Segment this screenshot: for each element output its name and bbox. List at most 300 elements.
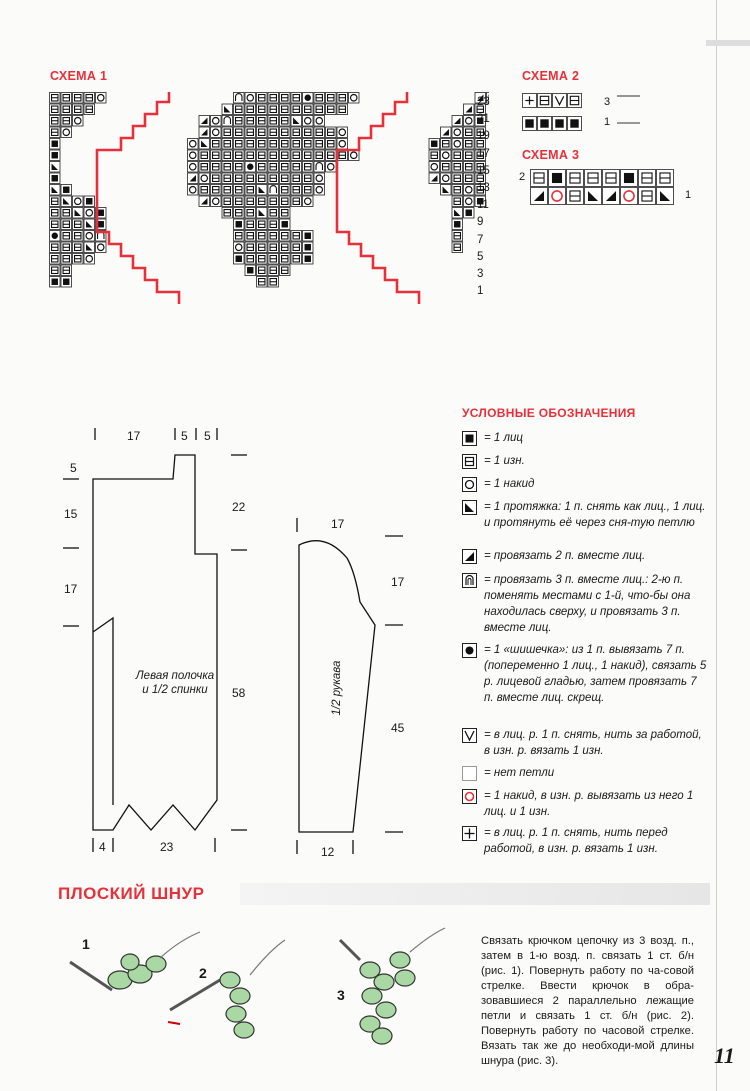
legend-text: = в лиц. р. 1 п. снять, нить за работой, в изн. р. вязать 1 изн.: [484, 729, 702, 757]
chart-cell: [188, 150, 199, 161]
chart-cell: [568, 117, 582, 131]
chart-cell: [211, 150, 222, 161]
chart-cell: [326, 127, 337, 138]
red-motif-line: [97, 92, 179, 304]
chart-cell: [61, 196, 72, 207]
chart-cell: [291, 196, 302, 207]
chart-cell: [50, 185, 61, 196]
sleeve-label: 1/2 рукава: [331, 660, 343, 716]
chart-cell: [657, 188, 674, 205]
chart-cell: [326, 150, 337, 161]
chart-cell: [222, 116, 233, 127]
front-dim-top-17: 17: [127, 429, 141, 443]
chart-cell: [73, 196, 84, 207]
chart-cell: [303, 231, 314, 242]
chart-cell: [337, 127, 348, 138]
chart-cell: [73, 219, 84, 230]
chart-cell: [585, 170, 602, 187]
chart-cell: [441, 139, 452, 150]
front-dim-left-15: 15: [64, 507, 78, 521]
chart-cell: [245, 254, 256, 265]
scheme2-row-3: 3: [604, 96, 611, 108]
chart-cell: [268, 150, 279, 161]
filled-square-icon: [462, 431, 477, 446]
legend-text: = 1 протяжка: 1 п. снять как лиц., 1 лиц. и протянуть её через сня-тую петлю: [484, 501, 706, 529]
chart-cell: [234, 139, 245, 150]
chart-cell: [291, 104, 302, 115]
front-dim-top-5b: 5: [204, 429, 211, 443]
chart-cell: [188, 162, 199, 173]
chart-cell: [257, 173, 268, 184]
chart-cell: [188, 173, 199, 184]
scheme3-chart: [530, 169, 690, 209]
chart-cell: [280, 150, 291, 161]
chart-cell: [234, 219, 245, 230]
chart-cell: [303, 254, 314, 265]
slip-pass-icon: [462, 500, 477, 515]
chart-cell: [280, 231, 291, 242]
chart-cell: [280, 242, 291, 253]
chart-cell: [211, 173, 222, 184]
page-edge-bar: [706, 40, 750, 46]
chart-cell: [234, 173, 245, 184]
front-piece-label-line1: Левая полочка: [135, 670, 215, 682]
chart-cell: [199, 196, 210, 207]
chart-cell: [291, 150, 302, 161]
chart-cell: [314, 185, 325, 196]
chart-cell: [291, 173, 302, 184]
chart-cell: [73, 254, 84, 265]
red-circle-icon: [462, 789, 477, 804]
chart-cell: [234, 150, 245, 161]
chart-cell: [245, 185, 256, 196]
chart-cell: [337, 93, 348, 104]
cord-banner: [240, 883, 710, 905]
row-number: 11: [477, 199, 489, 212]
chart-cell: [314, 162, 325, 173]
row-number: 21: [477, 113, 490, 126]
chart-cell: [464, 185, 475, 196]
chart-cell: [50, 116, 61, 127]
chart-cell: [280, 173, 291, 184]
chart-cell: [268, 93, 279, 104]
chart-cell: [452, 185, 463, 196]
chart-cell: [245, 162, 256, 173]
row-number: 23: [477, 96, 490, 108]
chart-cell: [211, 196, 222, 207]
chart-cell: [61, 254, 72, 265]
scheme1-chart: [49, 92, 489, 392]
chart-cell: [531, 170, 548, 187]
chart-cell: [303, 150, 314, 161]
chart-cell: [222, 139, 233, 150]
chart-cell: [567, 170, 584, 187]
chart-cell: [303, 139, 314, 150]
chart-cell: [245, 127, 256, 138]
chart-cell: [234, 127, 245, 138]
legend-text: = в лиц. р. 1 п. снять, нить перед работой, в изн. р. вязать 1 изн.: [484, 827, 668, 855]
chart-cell: [234, 231, 245, 242]
chart-cell: [314, 93, 325, 104]
chart-cell: [303, 104, 314, 115]
chart-cell: [303, 185, 314, 196]
chart-cell: [50, 277, 61, 288]
chart-cell: [73, 208, 84, 219]
chart-cell: [257, 116, 268, 127]
legend-text: = 1 «шишечка»: из 1 п. вывязать 7 п. (попеременно 1 лиц., 1 накид), связать 5 р. лицевой гладью, затем провязать 7 п. вместе лиц. скрещ.: [484, 644, 707, 704]
chart-cell: [245, 219, 256, 230]
chart-cell: [291, 162, 302, 173]
front-dim-left-17: 17: [64, 582, 78, 596]
chart-cell: [50, 254, 61, 265]
chart-cell: [452, 116, 463, 127]
chart-cell: [441, 127, 452, 138]
chart-cell: [222, 185, 233, 196]
chart-cell: [429, 150, 440, 161]
chart-cell: [245, 231, 256, 242]
row-number: 3: [477, 268, 484, 281]
chart-cell: [50, 93, 61, 104]
chart-cell: [199, 116, 210, 127]
chart-cell: [199, 127, 210, 138]
chart-cell: [257, 208, 268, 219]
chart-cell: [268, 116, 279, 127]
chart-cell: [50, 127, 61, 138]
bobble-icon: [462, 643, 477, 658]
sleeve-pattern-drawing: [285, 510, 425, 860]
v-slip-icon: [462, 728, 477, 743]
chart-cell: [549, 170, 566, 187]
scheme2-row-1: 1: [604, 116, 611, 128]
chart-cell: [245, 104, 256, 115]
chart-cell: [268, 162, 279, 173]
chart-cell: [464, 173, 475, 184]
chart-cell: [211, 185, 222, 196]
chart-cell: [84, 93, 95, 104]
row-number: 17: [477, 147, 490, 160]
plus-icon: [462, 826, 477, 841]
scheme1-title: СХЕМА 1: [50, 69, 108, 83]
chart-cell: [452, 242, 463, 253]
chart-cell: [268, 231, 279, 242]
chart-cell: [291, 242, 302, 253]
chart-cell: [621, 170, 638, 187]
no-stitch-icon: [462, 766, 477, 781]
row-number: 1: [477, 285, 484, 298]
chart-cell: [84, 208, 95, 219]
chart-cell: [257, 242, 268, 253]
chart-cell: [211, 127, 222, 138]
chart-cell: [257, 231, 268, 242]
chart-cell: [291, 93, 302, 104]
chart-cell: [337, 104, 348, 115]
chart-cell: [84, 219, 95, 230]
chart-cell: [234, 208, 245, 219]
chart-cell: [211, 116, 222, 127]
row-number: 9: [477, 216, 484, 229]
legend-text: = 1 лиц: [484, 432, 523, 444]
chart-cell: [464, 150, 475, 161]
chart-cell: [452, 173, 463, 184]
chart-cell: [349, 150, 360, 161]
chart-cell: [73, 104, 84, 115]
front-dim-bottom-4: 4: [99, 840, 106, 854]
chart-cell: [268, 127, 279, 138]
sleeve-dim-top-17: 17: [331, 517, 345, 531]
chart-cell: [211, 139, 222, 150]
chart-cell: [549, 188, 566, 205]
chart-cell: [429, 173, 440, 184]
chart-cell: [234, 185, 245, 196]
chart-cell: [50, 104, 61, 115]
chart-cell: [538, 94, 552, 108]
legend-text: = провязать 2 п. вместе лиц.: [484, 550, 646, 562]
chart-cell: [257, 185, 268, 196]
chart-cell: [268, 219, 279, 230]
chart-cell: [303, 93, 314, 104]
chart-cell: [257, 219, 268, 230]
chart-cell: [303, 162, 314, 173]
chart-cell: [257, 277, 268, 288]
chart-cell: [188, 185, 199, 196]
chart-cell: [84, 104, 95, 115]
front-dim-right-58: 58: [232, 686, 246, 700]
chart-cell: [73, 116, 84, 127]
chart-cell: [234, 104, 245, 115]
chart-cell: [199, 185, 210, 196]
chart-cell: [84, 242, 95, 253]
chart-cell: [280, 116, 291, 127]
chart-cell: [61, 277, 72, 288]
chart-cell: [303, 196, 314, 207]
chart-cell: [257, 127, 268, 138]
sleeve-dim-right-17: 17: [391, 575, 405, 589]
chart-cell: [452, 150, 463, 161]
chart-cell: [303, 242, 314, 253]
chart-cell: [234, 162, 245, 173]
chart-cell: [257, 93, 268, 104]
chart-cell: [245, 196, 256, 207]
chart-cell: [245, 173, 256, 184]
chart-cell: [523, 94, 537, 108]
chart-cell: [303, 127, 314, 138]
chart-cell: [234, 196, 245, 207]
chart-cell: [61, 219, 72, 230]
chart-cell: [452, 196, 463, 207]
chart-cell: [211, 162, 222, 173]
chart-cell: [303, 173, 314, 184]
chart-cell: [603, 188, 620, 205]
chart-cell: [314, 173, 325, 184]
chart-cell: [314, 139, 325, 150]
scheme2-title: СХЕМА 2: [522, 69, 580, 83]
front-dim-right-22: 22: [232, 500, 246, 514]
chart-cell: [464, 196, 475, 207]
purl-square-icon: [462, 454, 477, 469]
chart-cell: [199, 173, 210, 184]
chart-cell: [452, 208, 463, 219]
chart-cell: [257, 265, 268, 276]
legend-text: = 1 изн.: [484, 455, 525, 467]
k3tog-icon: [462, 573, 477, 588]
chart-cell: [257, 139, 268, 150]
chart-cell: [567, 188, 584, 205]
chart-cell: [523, 117, 537, 131]
front-piece-label-line2: и 1/2 спинки: [142, 684, 208, 696]
front-dim-top-5a: 5: [181, 429, 188, 443]
chart-cell: [50, 162, 61, 173]
chart-cell: [464, 104, 475, 115]
chart-cell: [222, 150, 233, 161]
chart-cell: [314, 150, 325, 161]
chart-cell: [452, 127, 463, 138]
chart-cell: [291, 116, 302, 127]
chart-cell: [245, 242, 256, 253]
chart-cell: [73, 93, 84, 104]
red-motif-line: [337, 92, 419, 304]
chart-cell: [61, 185, 72, 196]
chart-cell: [452, 219, 463, 230]
scheme1-row-numbers: [477, 94, 497, 300]
chart-cell: [268, 254, 279, 265]
chart-cell: [464, 116, 475, 127]
chart-cell: [268, 104, 279, 115]
chart-cell: [61, 104, 72, 115]
chart-cell: [222, 127, 233, 138]
legend-text: = нет петли: [484, 767, 555, 779]
chart-cell: [326, 104, 337, 115]
chart-cell: [291, 185, 302, 196]
chart-cell: [268, 242, 279, 253]
chart-cell: [349, 93, 360, 104]
legend-text: = 1 накид: [484, 478, 535, 490]
row-number: 19: [477, 130, 490, 143]
chart-cell: [199, 150, 210, 161]
chart-cell: [84, 231, 95, 242]
chart-cell: [245, 150, 256, 161]
chart-cell: [50, 150, 61, 161]
chart-cell: [280, 93, 291, 104]
chart-cell: [268, 139, 279, 150]
cord-step-1: 1: [82, 936, 90, 952]
chart-cell: [96, 242, 107, 253]
chart-cell: [222, 104, 233, 115]
chart-cell: [50, 242, 61, 253]
chart-cell: [199, 162, 210, 173]
scheme2-chart: [522, 93, 642, 133]
chart-cell: [234, 116, 245, 127]
chart-cell: [291, 231, 302, 242]
chart-cell: [61, 208, 72, 219]
chart-cell: [280, 196, 291, 207]
chart-cell: [464, 208, 475, 219]
chart-cell: [61, 93, 72, 104]
chart-cell: [639, 188, 656, 205]
chart-cell: [464, 139, 475, 150]
chart-cell: [268, 185, 279, 196]
chart-cell: [245, 139, 256, 150]
chart-cell: [531, 188, 548, 205]
chart-cell: [314, 127, 325, 138]
chart-cell: [452, 231, 463, 242]
cord-illustrations: [60, 920, 480, 1070]
front-dim-bottom-23: 23: [160, 840, 174, 854]
chart-cell: [291, 139, 302, 150]
row-number: 5: [477, 250, 484, 263]
chart-cell: [234, 93, 245, 104]
yarn-over-icon: [462, 477, 477, 492]
chart-cell: [234, 254, 245, 265]
chart-cell: [84, 254, 95, 265]
sleeve-dim-right-45: 45: [391, 721, 405, 735]
chart-cell: [429, 162, 440, 173]
chart-cell: [73, 242, 84, 253]
front-dim-left-5: 5: [70, 461, 77, 475]
chart-cell: [553, 94, 567, 108]
chart-cell: [50, 219, 61, 230]
chart-cell: [50, 231, 61, 242]
scheme3-title: СХЕМА 3: [522, 148, 580, 162]
chart-cell: [280, 265, 291, 276]
chart-cell: [429, 139, 440, 150]
chart-cell: [61, 265, 72, 276]
chart-cell: [61, 127, 72, 138]
chart-cell: [188, 139, 199, 150]
chart-cell: [222, 173, 233, 184]
chart-cell: [96, 93, 107, 104]
chart-cell: [280, 208, 291, 219]
legend-text: = провязать 3 п. вместе лиц.: 2-ю п. поменять местами с 1-й, что-бы она находилась сверху, и провязать 3 п. вместе лиц.: [484, 574, 691, 634]
chart-cell: [452, 162, 463, 173]
chart-cell: [50, 173, 61, 184]
chart-cell: [257, 196, 268, 207]
chart-cell: [245, 116, 256, 127]
chart-cell: [464, 162, 475, 173]
cord-instructions: Связать крючком цепочку из 3 возд. п., затем в 1-ю возд. п. связать 1 ст. б/н (рис. 1). Повернуть работу по ча-совой стрелке. Ввести крючок в обра-зовавшиеся 2 параллельно лежащие петли и связать 1 ст. б/н (рис. 2). Повернуть работу по часовой стрелке. Вязать так же до необходи-мой длины шнура (рис. 3).: [481, 935, 694, 1067]
chart-cell: [464, 127, 475, 138]
scheme3-row-1: 1: [685, 189, 692, 201]
page-number: 11: [714, 1043, 735, 1068]
chart-cell: [441, 150, 452, 161]
page-edge: [716, 0, 717, 1091]
row-number: 7: [477, 233, 484, 246]
chart-cell: [257, 254, 268, 265]
chart-cell: [257, 150, 268, 161]
chart-cell: [84, 196, 95, 207]
chart-cell: [268, 173, 279, 184]
chart-cell: [326, 139, 337, 150]
chart-cell: [61, 231, 72, 242]
chart-cell: [291, 127, 302, 138]
chart-cell: [585, 188, 602, 205]
chart-cell: [441, 162, 452, 173]
chart-cell: [303, 116, 314, 127]
front-pattern-drawing: [55, 420, 255, 860]
scheme3-row-2: 2: [519, 171, 526, 183]
chart-cell: [280, 185, 291, 196]
chart-cell: [234, 242, 245, 253]
chart-cell: [257, 104, 268, 115]
legend-title: УСЛОВНЫЕ ОБОЗНАЧЕНИЯ: [462, 406, 636, 420]
chart-cell: [50, 196, 61, 207]
chart-cell: [326, 162, 337, 173]
chart-cell: [50, 139, 61, 150]
chart-cell: [657, 170, 674, 187]
chart-cell: [639, 170, 656, 187]
chart-cell: [441, 185, 452, 196]
chart-cell: [245, 208, 256, 219]
chart-cell: [268, 208, 279, 219]
